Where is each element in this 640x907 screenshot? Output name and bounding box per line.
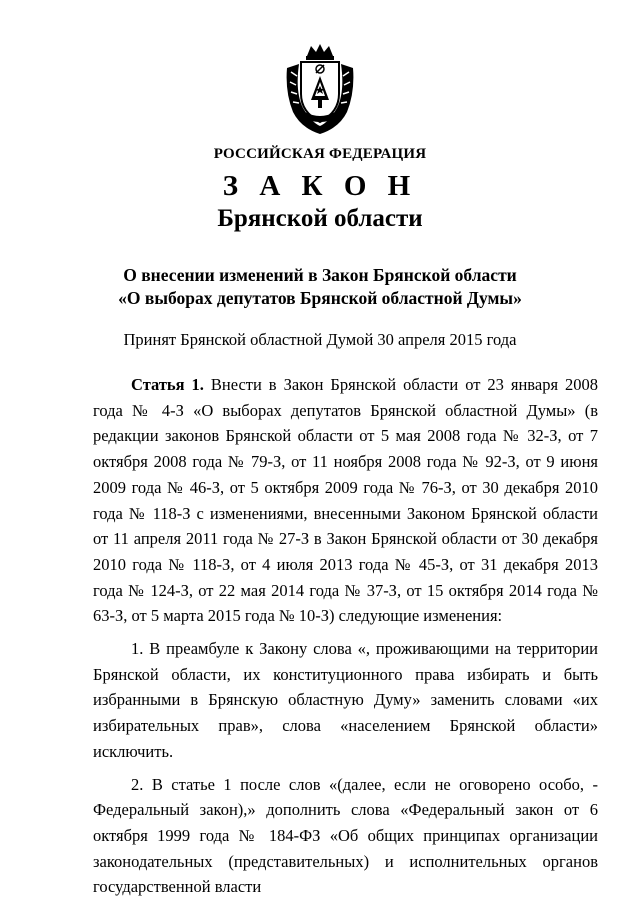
item-2-paragraph: 2. В статье 1 после слов «(далее, если не оговорено особо, - Федеральный закон),» дополнить слова «Федеральный закон от 6 октября 1999 года № 184-ФЗ «Об общих принципах организации законодательных (представительных) и исполнительных органов государственной власти — [93, 774, 598, 897]
subject-line-2: «О выборах депутатов Брянской областной Думы» — [118, 288, 522, 308]
article-1-text: Внести в Закон Брянской области от 23 января 2008 года № 4-З «О выборах депутатов Брянской областной Думы» (в редакции законов Брянской области от 5 мая 2008 года № 32-З, от 7 октября 2008 года № 79-З, от 11 ноября 2008 года № 92-З, от 9 июня 2009 года № 46-З, от 5 октября 2009 года № 76-З, от 30 декабря 2010 года № 118-З с изменениями, внесенными Законом Брянской области от 11 апреля 2011 года № 27-З в Закон Брянской области от 30 декабря 2010 года № 118-З, от 4 июля 2013 года № 45-З, от 31 декабря 2013 года № 124-З, от 22 мая 2014 года № 37-З, от 15 октября 2014 года № 63-З, от 5 марта 2015 года № 10-З) следующие изменения: — [93, 375, 598, 626]
coat-of-arms-emblem — [283, 42, 357, 136]
law-subject — [0, 264, 640, 310]
law-body — [93, 372, 598, 907]
article-1-label: Статья 1. — [131, 375, 204, 394]
country-heading: РОССИЙСКАЯ ФЕДЕРАЦИЯ — [213, 146, 427, 162]
article-1-paragraph — [93, 372, 598, 629]
adoption-note: Принят Брянской областной Думой 30 апреля 2015 года — [123, 330, 517, 349]
subject-line-1: О внесении изменений в Закон Брянской области — [123, 265, 517, 285]
region-title: Брянской области — [217, 205, 423, 232]
item-1-paragraph: 1. В преамбуле к Закону слова «, проживающими на территории Брянской области, их конституционного права избирать и быть избранными в Брянскую областную Думу» заменить словами «их избирательных прав», слова «населением Брянской области» исключить. — [93, 639, 598, 761]
document-type-title: З А К О Н — [222, 170, 418, 202]
